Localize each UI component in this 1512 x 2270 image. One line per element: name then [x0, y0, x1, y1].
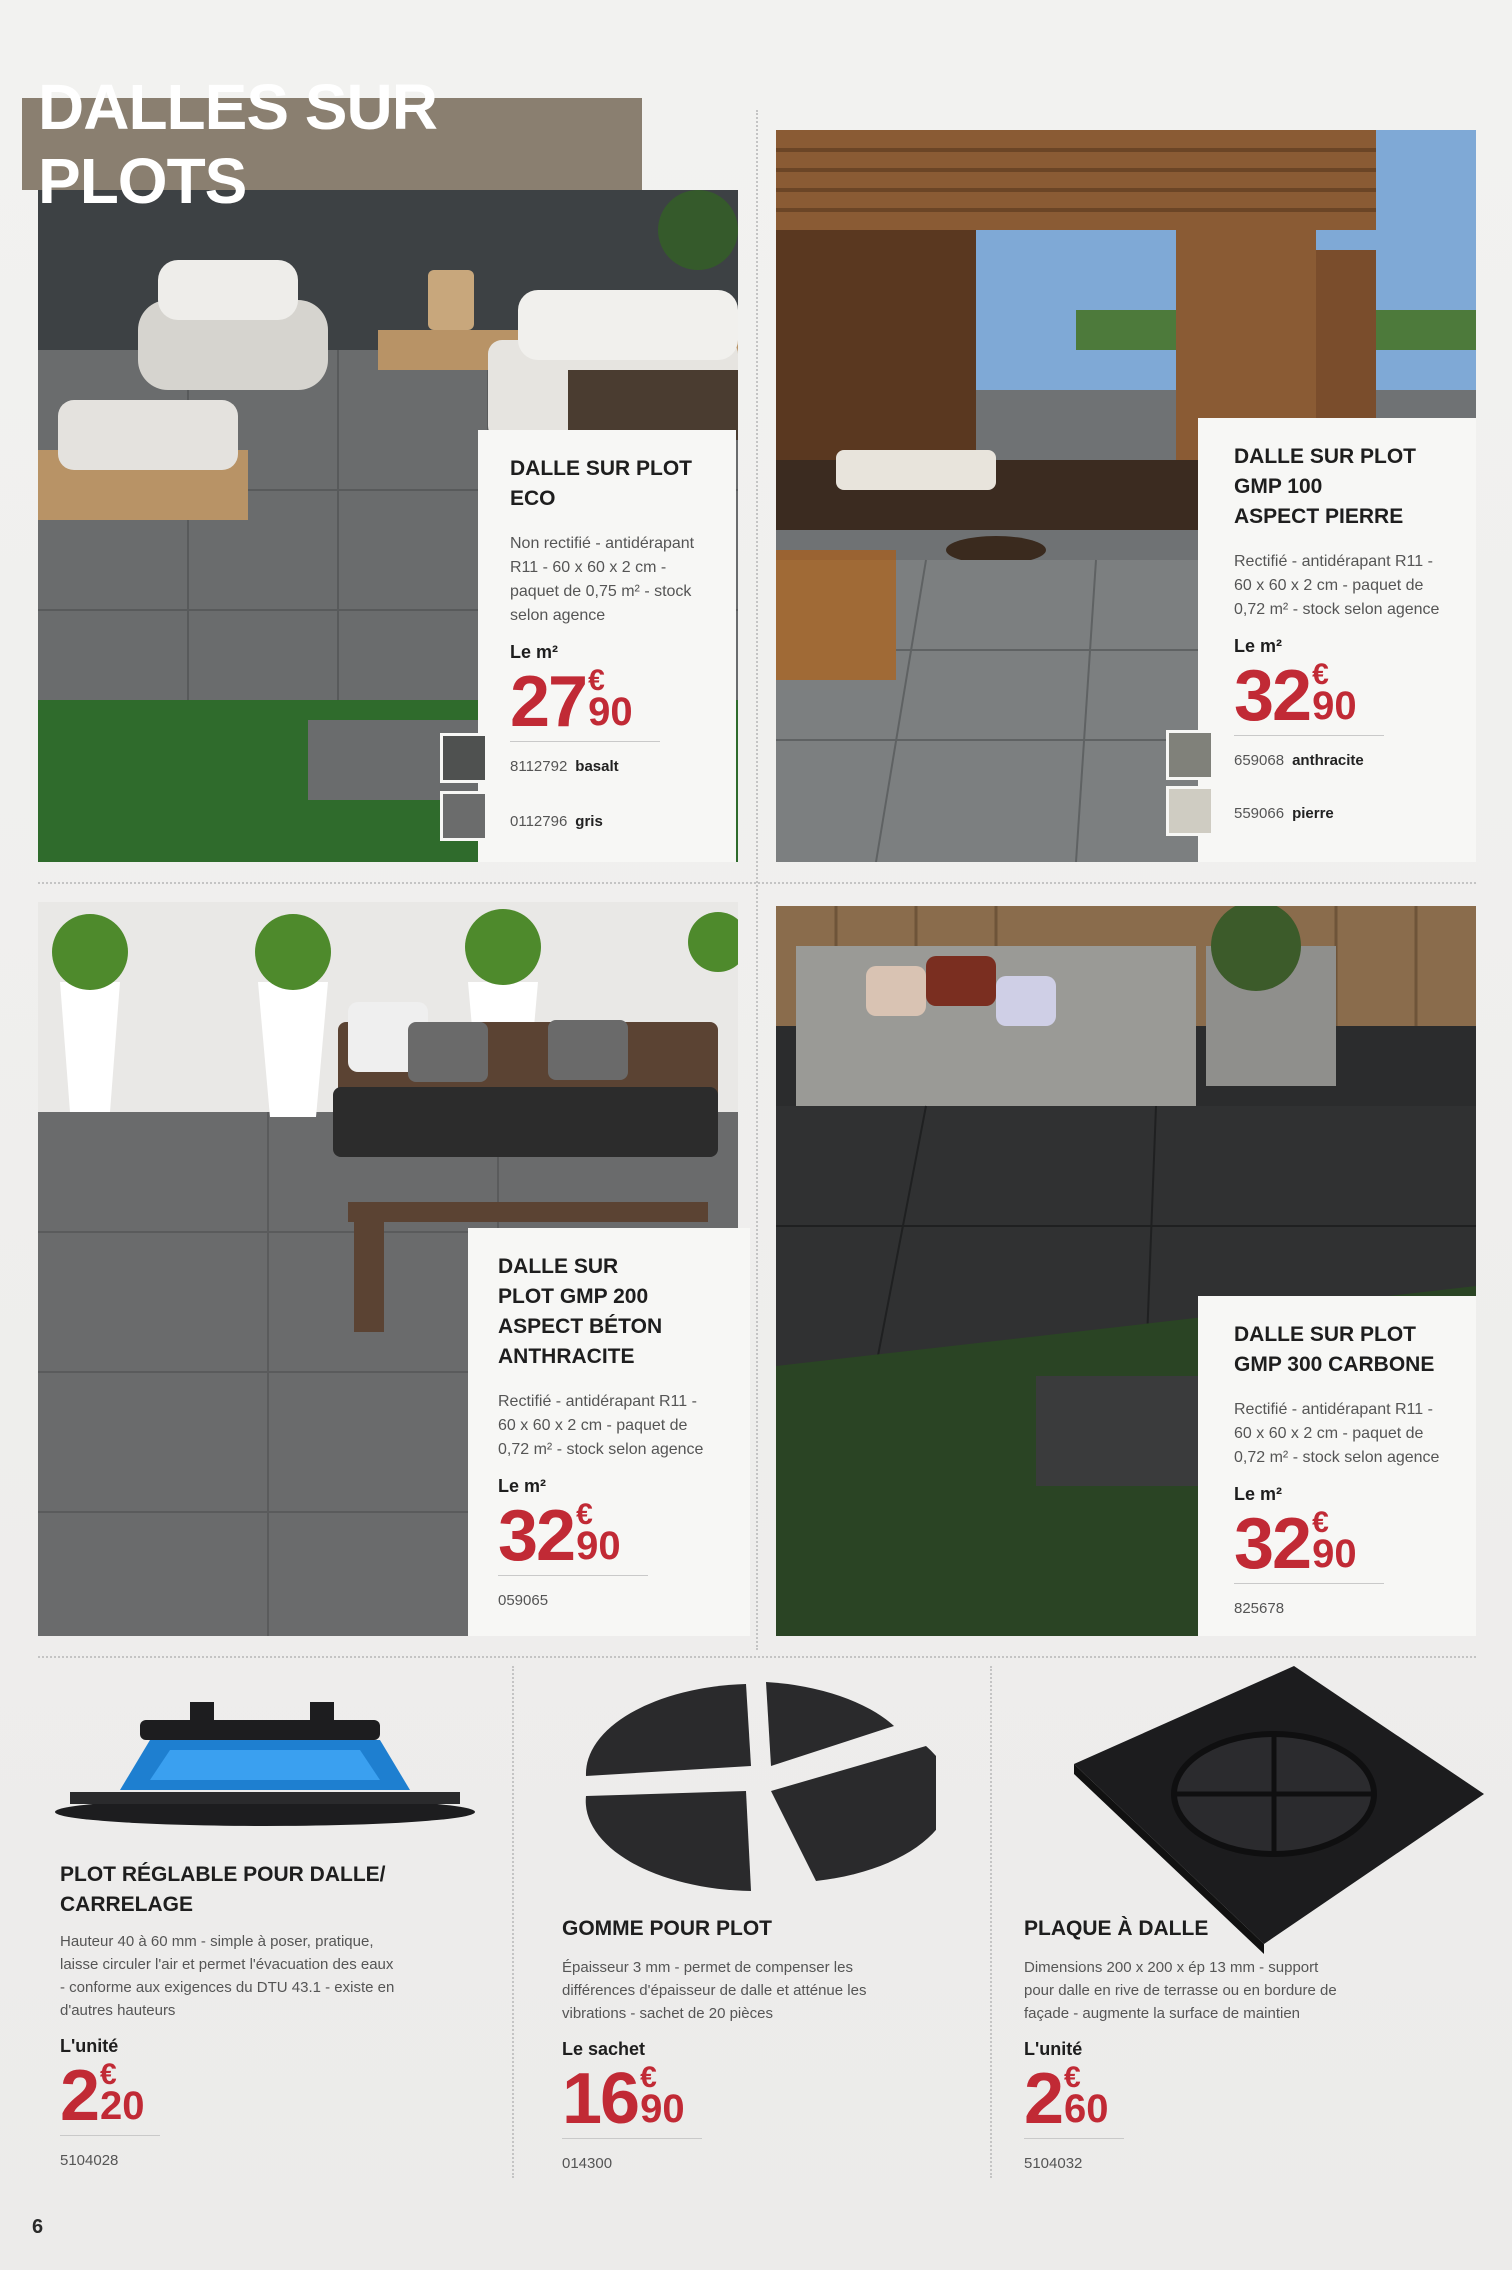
- product-ref: 0112796 gris: [510, 813, 603, 830]
- product-description: Rectifié - antidérapant R11 - 60 x 60 x 2 cm - paquet de 0,72 m² - stock selon agence: [1234, 1401, 1440, 1466]
- price-euros: 32: [1234, 656, 1311, 736]
- product-ref: 5104032: [1024, 2155, 1083, 2172]
- page-number: 6: [32, 2216, 44, 2238]
- price-euros: 32: [1234, 1504, 1311, 1584]
- price-currency: €: [1312, 658, 1329, 691]
- price-currency: €: [1064, 2061, 1081, 2094]
- price-tag: [1024, 2059, 1124, 2139]
- product-ref: 014300: [562, 2155, 613, 2172]
- price-currency: €: [100, 2058, 117, 2091]
- product-title: DALLE SUR PLOT GMP 100 ASPECT PIERRE: [1234, 445, 1416, 528]
- product-description: Rectifié - antidérapant R11 - 60 x 60 x 2 cm - paquet de 0,72 m² - stock selon agence: [498, 1393, 704, 1458]
- product-card-eco: [478, 430, 736, 862]
- product-description: Dimensions 200 x 200 x ép 13 mm - support pour dalle en rive de terrasse ou en bordure de façade - augmente la surface de maintien: [1024, 1959, 1337, 2022]
- price-cents: 90: [576, 1524, 621, 1568]
- price-tag: [1234, 1504, 1384, 1584]
- price-unit: Le m²: [1234, 636, 1283, 656]
- product-title: DALLE SUR PLOT GMP 300 CARBONE: [1234, 1323, 1435, 1376]
- product-description: Rectifié - antidérapant R11 - 60 x 60 x 2 cm - paquet de 0,72 m² - stock selon agence: [1234, 553, 1440, 618]
- price-tag: [510, 662, 660, 742]
- price-unit: Le m²: [1234, 1484, 1283, 1504]
- product-ref: 8112792 basalt: [510, 758, 619, 775]
- price-unit: L'unité: [1024, 2039, 1083, 2059]
- price-unit: Le m²: [498, 1476, 547, 1496]
- product-title: GOMME POUR PLOT: [562, 1917, 772, 1940]
- product-ref: 559066 pierre: [1234, 805, 1334, 822]
- price-currency: €: [576, 1498, 593, 1531]
- color-swatch-gris: [440, 791, 488, 841]
- divider: [38, 1656, 1476, 1658]
- price-euros: 27: [510, 662, 587, 742]
- product-title: DALLE SUR PLOT ECO: [510, 457, 692, 510]
- price-euros: 2: [60, 2056, 99, 2136]
- product-card-gmp200: [468, 1228, 750, 1636]
- price-tag: [60, 2056, 160, 2136]
- product-block-gomme: [562, 1914, 982, 2172]
- product-card-gmp300: [1198, 1296, 1476, 1636]
- price-euros: 2: [1024, 2059, 1063, 2139]
- product-description: Non rectifié - antidérapant R11 - 60 x 60 x 2 cm - paquet de 0,75 m² - stock selon agence: [510, 535, 695, 624]
- price-currency: €: [588, 664, 605, 697]
- product-description: Hauteur 40 à 60 mm - simple à poser, pratique, laisse circuler l'air et permet l'évacuation des eaux - conforme aux exigences du DTU 43.1 - existe en d'autres hauteurs: [60, 1933, 395, 2019]
- price-cents: 90: [1312, 684, 1357, 728]
- color-swatch-basalt: [440, 733, 488, 783]
- product-ref: 659068 anthracite: [1234, 752, 1364, 769]
- price-currency: €: [640, 2061, 657, 2094]
- divider: [756, 110, 758, 1650]
- product-title: PLOT RÉGLABLE POUR DALLE/ CARRELAGE: [60, 1863, 386, 1916]
- price-tag: [1234, 656, 1384, 736]
- product-block-plot: [60, 1860, 490, 2169]
- product-description: Épaisseur 3 mm - permet de compenser les différences d'épaisseur de dalle et atténue les vibrations - sachet de 20 pièces: [562, 1959, 867, 2022]
- divider: [512, 1666, 514, 2178]
- product-card-gmp100: [1198, 418, 1476, 862]
- color-swatch-pierre: [1166, 786, 1214, 836]
- product-block-plaque: [1024, 1914, 1464, 2172]
- price-unit: Le m²: [510, 642, 559, 662]
- product-image-plaque: [1064, 1664, 1494, 1954]
- price-euros: 32: [498, 1496, 575, 1576]
- section-title: DALLES SUR PLOTS: [38, 71, 437, 217]
- product-image-plot: [50, 1700, 480, 1840]
- price-cents: 90: [1312, 1532, 1357, 1576]
- product-ref: 825678: [1234, 1600, 1285, 1617]
- price-unit: L'unité: [60, 2036, 119, 2056]
- section-header: [22, 71, 642, 217]
- price-cents: 20: [100, 2084, 145, 2128]
- price-tag: [498, 1496, 648, 1576]
- price-unit: Le sachet: [562, 2039, 646, 2059]
- product-image-gomme: [576, 1666, 936, 1906]
- divider: [990, 1666, 992, 2178]
- price-tag: [562, 2059, 702, 2139]
- price-cents: 90: [588, 690, 633, 734]
- price-cents: 60: [1064, 2087, 1109, 2131]
- product-ref: 5104028: [60, 2152, 119, 2169]
- product-ref: 059065: [498, 1592, 549, 1609]
- product-title: PLAQUE À DALLE: [1024, 1917, 1209, 1940]
- price-currency: €: [1312, 1506, 1329, 1539]
- price-euros: 16: [562, 2059, 639, 2139]
- price-cents: 90: [640, 2087, 685, 2131]
- product-title: DALLE SUR PLOT GMP 200 ASPECT BÉTON ANTHRACITE: [498, 1255, 663, 1368]
- color-swatch-anthracite: [1166, 730, 1214, 780]
